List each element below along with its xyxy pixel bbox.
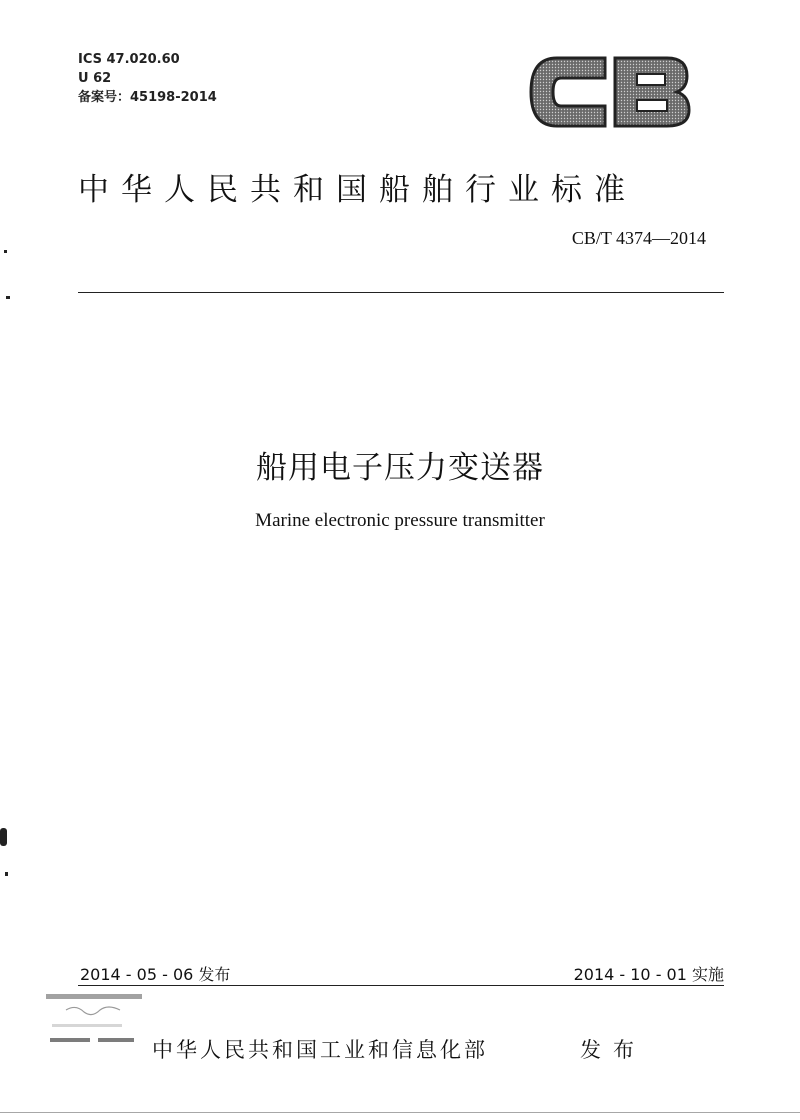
scan-mark [0, 1112, 800, 1113]
scan-mark [4, 250, 7, 253]
document-title-chinese: 船用电子压力变送器 [256, 450, 544, 486]
stamp-mark [46, 990, 142, 1050]
bottom-divider [78, 985, 724, 986]
standard-classification-title: 中华人民共和国船舶行业标准 [78, 172, 637, 208]
top-divider [78, 292, 724, 293]
scan-mark [6, 296, 10, 299]
filing-number: 备案号：45198-2014 [78, 90, 217, 105]
ics-code: ICS 47.020.60 [78, 52, 180, 67]
scan-mark [5, 872, 8, 876]
standard-number: CB/T 4374—2014 [571, 228, 706, 248]
cb-logo [527, 48, 693, 136]
issuing-authority: 中华人民共和国工业和信息化部 [152, 1038, 488, 1062]
issue-label: 发布 [580, 1038, 646, 1062]
header-metadata [78, 50, 217, 107]
implementation-date: 2014 - 10 - 01 实施 [573, 965, 724, 984]
publish-date: 2014 - 05 - 06 发布 [80, 965, 231, 984]
ccs-code: U 62 [78, 71, 112, 86]
document-title-english: Marine electronic pressure transmitter [255, 510, 545, 531]
scan-mark [0, 828, 7, 846]
